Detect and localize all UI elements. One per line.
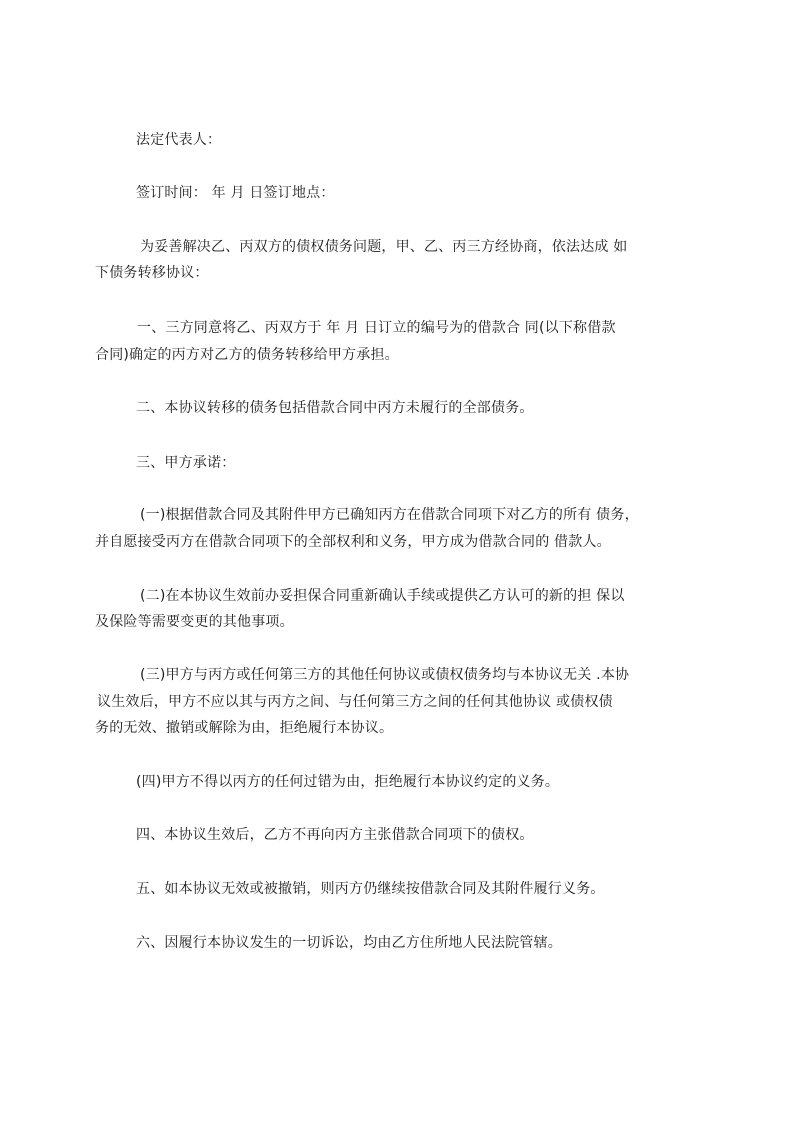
sub-clause-3-line-1: (三)甲方与丙方或任何第三方的其他任何协议或债权债务均与本协议无关 .本协 [140, 667, 630, 683]
intro-line-2: 下债务转移协议： [95, 265, 209, 281]
clause-6: 六、因履行本协议发生的一切诉讼，均由乙方住所地人民法院管辖。 [136, 935, 562, 951]
signing-info-line: 签订时间： 年 月 日签订地点： [136, 185, 335, 201]
sub-clause-3-line-3: 务的无效、撤销或解除为由，拒绝履行本协议。 [95, 720, 394, 736]
clause-2: 二、本协议转移的债务包括借款合同中丙方未履行的全部债务。 [136, 400, 534, 416]
intro-line-1: 为妥善解决乙、丙双方的债权债务问题，甲、乙、丙三方经协商，依法达成 如 [140, 239, 628, 255]
sub-clause-4: (四)甲方不得以丙方的任何过错为由，拒绝履行本协议约定的义务。 [136, 774, 560, 790]
legal-representative-line: 法定代表人： [136, 132, 222, 148]
sub-clause-2-line-2: 及保险等需要变更的其他事项。 [95, 614, 294, 630]
sub-clause-1-line-1: (一)根据借款合同及其附件甲方已确知丙方在借款合同项下对乙方的所有 债务， [140, 507, 639, 523]
sub-clause-1-line-2: 并自愿接受丙方在借款合同项下的全部权利和义务，甲方成为借款合同的 借款人。 [95, 534, 611, 550]
clause-4: 四、本协议生效后，乙方不再向丙方主张借款合同项下的债权。 [136, 827, 534, 843]
sub-clause-3-line-2: 议生效后，甲方不应以其与丙方之间、与任何第三方之间的任何其他协议 或债权债 [97, 694, 613, 710]
clause-1-line-1: 一、三方同意将乙、丙双方于 年 月 日订立的编号为的借款合 同(以下称借款 [137, 320, 616, 336]
clause-5: 五、如本协议无效或被撤销，则丙方仍继续按借款合同及其附件履行义务。 [136, 881, 605, 897]
clause-1-line-2: 合同)确定的丙方对乙方的债务转移给甲方承担。 [95, 347, 399, 363]
sub-clause-2-line-1: (二)在本协议生效前办妥担保合同重新确认手续或提供乙方认可的新的担 保以 [140, 588, 625, 604]
clause-3: 三、甲方承诺： [136, 455, 236, 471]
